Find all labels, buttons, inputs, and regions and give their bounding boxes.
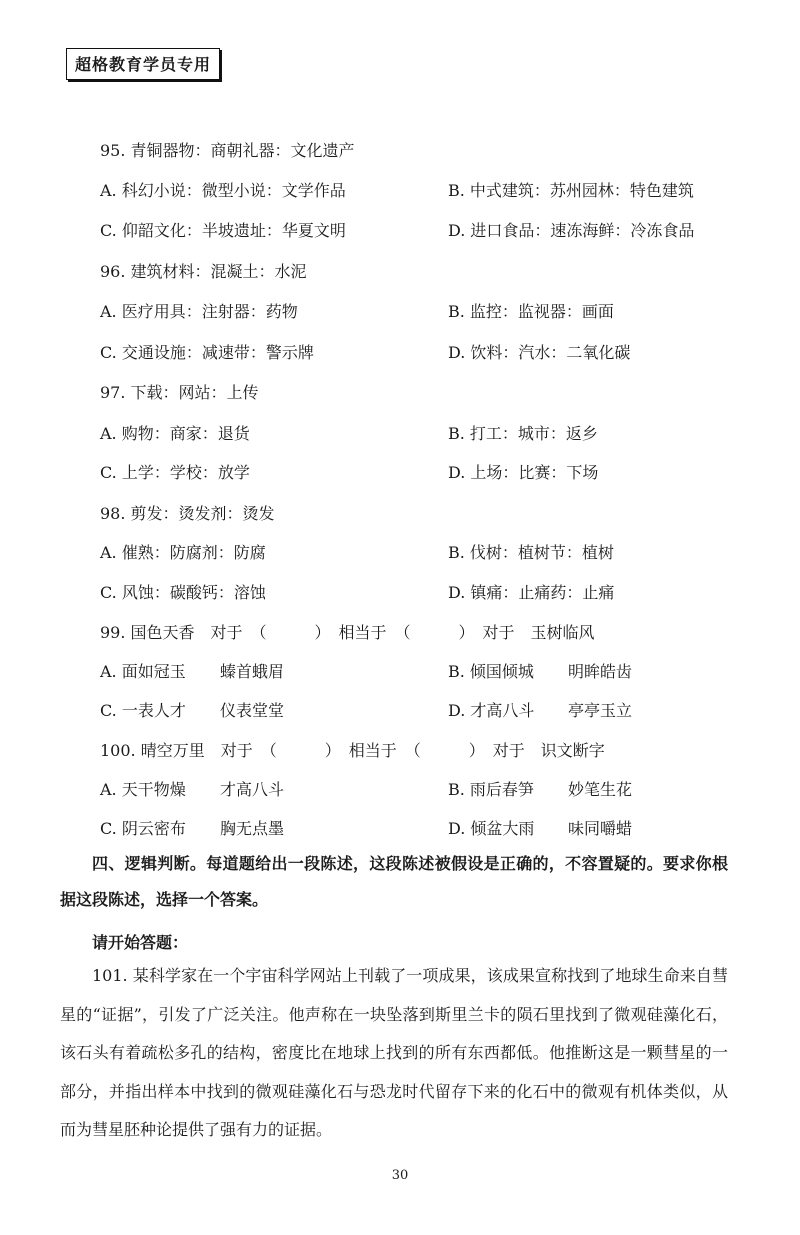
option-a: A. 催熟：防腐剂：防腐	[100, 543, 266, 562]
option-word-2: 胸无点墨	[220, 819, 285, 838]
option-word-1: B. 倾国倾城	[448, 662, 534, 681]
option-a	[100, 659, 284, 682]
question-stem: 95. 青铜器物：商朝礼器：文化遗产	[100, 141, 355, 160]
option-word-2: 明眸皓齿	[568, 662, 633, 681]
option-d: D. 饮料：汽水：二氧化碳	[448, 343, 631, 362]
start-label: 请开始答题：	[92, 933, 189, 952]
option-c	[100, 698, 284, 721]
stamp-label: 超格教育学员专用	[66, 48, 220, 80]
option-word-1: C. 一表人才	[100, 701, 186, 720]
option-b	[448, 659, 632, 682]
option-a	[100, 777, 284, 800]
option-d	[448, 698, 632, 721]
section-instruction: 四、逻辑判断。每道题给出一段陈述，这段陈述被假设是正确的，不容置疑的。要求你根据这段陈述，选择一个答案。	[60, 854, 728, 909]
option-word-2: 味同嚼蜡	[568, 819, 633, 838]
option-d: D. 镇痛：止痛药：止痛	[448, 583, 615, 602]
page-number: 30	[391, 1168, 409, 1183]
option-b	[448, 777, 632, 800]
option-word-1: B. 雨后春笋	[448, 780, 534, 799]
option-a: A. 科幻小说：微型小说：文学作品	[100, 181, 346, 200]
option-word-1: A. 面如冠玉	[100, 662, 186, 681]
option-d	[448, 816, 632, 839]
question-stem: 96. 建筑材料：混凝土：水泥	[100, 262, 307, 281]
option-b: B. 伐树：植树节：植树	[448, 543, 614, 562]
option-word-2: 螓首蛾眉	[220, 662, 285, 681]
question-101-text: 101. 某科学家在一个宇宙科学网站上刊载了一项成果，该成果宣称找到了地球生命来自彗星的“证据”，引发了广泛关注。他声称在一块坠落到斯里兰卡的陨石里找到了微观硅藻化石，该石头有着疏松多孔的结构，密度比在地球上找到的所有东西都低。他推断这是一颗彗星的一部分，并指出样本中找到的微观硅藻化石与恐龙时代留存下来的化石中的微观有机体类似，从而为彗星胚种论提供了强有力的证据。	[60, 966, 728, 1139]
option-c	[100, 816, 284, 839]
option-d: D. 进口食品：速冻海鲜：冷冻食品	[448, 221, 695, 240]
question-stem: 97. 下载：网站：上传	[100, 383, 259, 402]
option-word-2: 仪表堂堂	[220, 701, 285, 720]
option-b: B. 打工：城市：返乡	[448, 424, 598, 443]
option-b: B. 中式建筑：苏州园林：特色建筑	[448, 181, 694, 200]
option-b: B. 监控：监视器：画面	[448, 302, 614, 321]
question-stem: 98. 剪发：烫发剂：烫发	[100, 504, 275, 523]
option-c: C. 上学：学校：放学	[100, 463, 250, 482]
option-c: C. 交通设施：减速带：警示牌	[100, 343, 314, 362]
option-c: C. 风蚀：碳酸钙：溶蚀	[100, 583, 266, 602]
option-word-1: A. 天干物燥	[100, 780, 186, 799]
question-stem: 100. 晴空万里 对于 （ ） 相当于 （ ） 对于 识文断字	[100, 741, 605, 760]
option-word-1: D. 才高八斗	[448, 701, 535, 720]
option-word-2: 亭亭玉立	[568, 701, 633, 720]
option-word-1: C. 阴云密布	[100, 819, 186, 838]
option-a: A. 购物：商家：退货	[100, 424, 250, 443]
question-stem: 99. 国色天香 对于 （ ） 相当于 （ ） 对于 玉树临风	[100, 623, 595, 642]
option-word-2: 妙笔生花	[568, 780, 633, 799]
option-a: A. 医疗用具：注射器：药物	[100, 302, 298, 321]
option-word-1: D. 倾盆大雨	[448, 819, 535, 838]
option-c: C. 仰韶文化：半坡遗址：华夏文明	[100, 221, 346, 240]
option-d: D. 上场：比赛：下场	[448, 463, 599, 482]
option-word-2: 才高八斗	[220, 780, 285, 799]
